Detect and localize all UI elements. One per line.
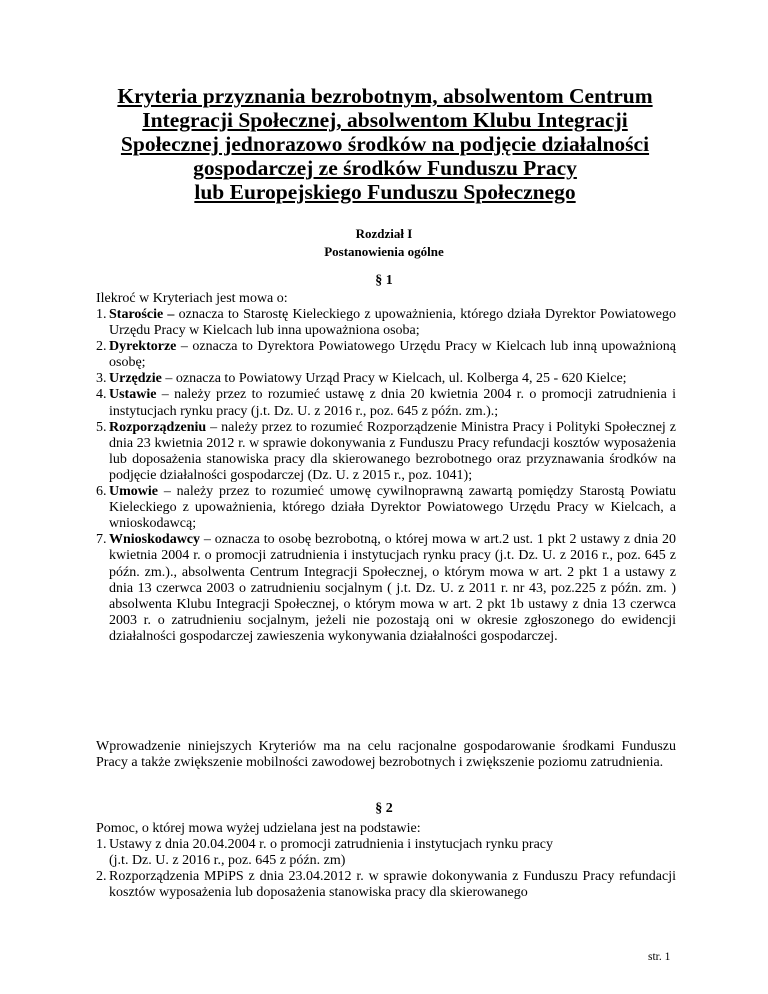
- chapter-name: Postanowienia ogólne: [324, 244, 444, 259]
- chapter-number: Rozdział I: [355, 226, 413, 241]
- section-1-intro: Ilekroć w Kryteriach jest mowa o:: [96, 291, 288, 306]
- list-item: 6. Umowie – należy przez to rozumieć umowę cywilnoprawną zawartą pomiędzy Starostą Powiatu Kieleckiego z upoważnienia, którego działa Dyrektor Powiatowego Urzędu Pracy w Kielcach, a wnioskodawcą;: [96, 484, 676, 532]
- page-number: str. 1: [648, 951, 671, 963]
- list-item: 3. Urzędzie – oznacza to Powiatowy Urząd Pracy w Kielcach, ul. Kolberga 4, 25 - 620 Kielce;: [96, 371, 627, 387]
- list-item: 2. Rozporządzenia MPiPS z dnia 23.04.2012 r. w sprawie dokonywania z Funduszu Pracy refundacji kosztów wyposażenia lub doposażenia stanowiska pracy dla skierowanego: [96, 869, 676, 901]
- term: Ustawie: [109, 387, 157, 403]
- list-item: 7. Wnioskodawcy – oznacza to osobę bezrobotną, o której mowa w art.2 ust. 1 pkt 2 ustawy z dnia 20 kwietnia 2004 r. o promocji zatrudnienia i instytucjach rynku pracy (j.t. Dz. U. z 2016 r., poz. 645 z późn. zm.)., absolwenta Centrum Integracji Społecznej, o którym mowa w art. 2 pkt 1 a ustawy z dnia 13 czerwca 2003 o zatrudnieniu socjalnym ( j.t. Dz. U. z 2011 r. nr 43, poz.225 z późn. zm. ) absolwenta Klubu Integracji Społecznej, o którym mowa w art. 2 pkt 1b ustawy z dnia 13 czerwca 2003 r. o zatrudnieniu socjalnym, jeżeli nie pozostają oni w okresie zgłoszonego do ewidencji działalności gospodarczej zawieszenia wykonywania działalności gospodarczej.: [96, 532, 676, 644]
- term: Wnioskodawcy: [109, 532, 201, 548]
- list-item: 2. Dyrektorze – oznacza to Dyrektora Powiatowego Urzędu Pracy w Kielcach lub inną upoważnioną osobę;: [96, 339, 676, 371]
- title-line: Integracji Społecznej, absolwentom Klubu Integracji: [142, 108, 628, 132]
- term: Staroście –: [109, 307, 175, 322]
- title-line: lub Europejskiego Funduszu Społecznego: [194, 180, 576, 204]
- definitions-list: [96, 307, 676, 645]
- title-line: Kryteria przyznania bezrobotnym, absolwentom Centrum: [117, 84, 653, 108]
- section-1-closing: Wprowadzenie niniejszych Kryteriów ma na celu racjonalne gospodarowanie środkami Funduszu Pracy a także zwiększenie mobilności zawodowej bezrobotnych i zwiększenie poziomu zatrudnienia.: [96, 739, 676, 771]
- list-item: 5. Rozporządzeniu – należy przez to rozumieć Rozporządzenie Ministra Pracy i Polityki Społecznej z dnia 23 kwietnia 2012 r. w sprawie dokonywania z Funduszu Pracy refundacji kosztów wyposażenia lub doposażenia stanowiska pracy dla skierowanego bezrobotnego oraz przyznawania środków na podjęcie działalności gospodarczej (Dz. U. z 2015 r., poz. 1041);: [96, 419, 676, 483]
- document-title: [60, 84, 710, 204]
- section-2-intro: Pomoc, o której mowa wyżej udzielana jest na podstawie:: [96, 821, 421, 836]
- section-1-mark: § 1: [375, 273, 393, 288]
- term: Urzędzie: [109, 371, 162, 387]
- section-2-mark: § 2: [375, 801, 393, 816]
- list-item: 4. Ustawie – należy przez to rozumieć ustawę z dnia 20 kwietnia 2004 r. o promocji zatrudnienia i instytucjach rynku pracy (j.t. Dz. U. z 2016 r., poz. 645 z późn. zm.).;: [96, 387, 676, 419]
- term: Dyrektorze: [109, 339, 177, 355]
- term: Umowie: [109, 484, 158, 500]
- basis-list: [96, 837, 676, 901]
- term: Rozporządzeniu: [109, 419, 207, 435]
- list-item: 1. Staroście – oznacza to Starostę Kieleckiego z upoważnienia, którego działa Dyrektor Powiatowego Urzędu Pracy w Kielcach lub inna upoważniona osoba;: [96, 307, 676, 339]
- title-line: Społecznej jednorazowo środków na podjęcie działalności: [120, 132, 650, 156]
- list-item: 1. Ustawy z dnia 20.04.2004 r. o promocji zatrudnienia i instytucjach rynku pracy (j.t. Dz. U. z 2016 r., poz. 645 z późn. zm): [96, 837, 554, 869]
- title-line: gospodarczej ze środków Funduszu Pracy: [193, 156, 577, 180]
